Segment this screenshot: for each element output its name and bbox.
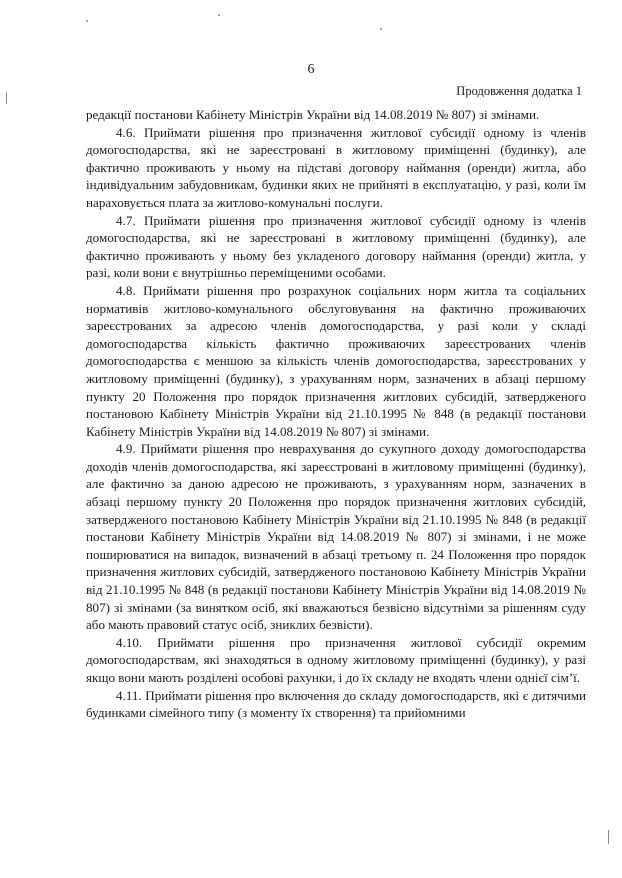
document-body xyxy=(86,106,586,722)
scan-artifact xyxy=(380,28,382,30)
scan-artifact xyxy=(608,830,609,844)
paragraph-4-6: 4.6. Приймати рішення про призначення житлової субсидії одному із членів домогосподарства, які не зареєстровані в житловому приміщенні (будинку), але фактично проживають у ньому на підставі договору наймання (оренди) житла, або індивідуальним забудовникам, будинки яких не прийняті в експлуатацію, у разі, коли їм нараховується плата за житлово-комунальні послуги. xyxy=(86,124,586,210)
paragraph-4-7: 4.7. Приймати рішення про призначення житлової субсидії одному із членів домогосподарства, які не зареєстровані в житловому приміщенні (будинку), але фактично проживають у ньому без укладеного договору наймання (оренди) житла, у разі, коли вони є внутрішньо переміщеними особами. xyxy=(86,212,586,281)
continuation-label: Продовження додатка 1 xyxy=(456,84,582,98)
scan-artifact xyxy=(218,14,220,16)
paragraph-4-10: 4.10. Приймати рішення про призначення житлової субсидії окремим домогосподарствам, які знаходяться в одному житловому приміщенні (будинку), у разі якщо вони мають розділені особові рахунки, і до їх складу не входять члени однієї сім’ї. xyxy=(86,634,586,685)
page-number: 6 xyxy=(307,62,315,77)
paragraph-continued: редакції постанови Кабінету Міністрів України від 14.08.2019 № 807) зі змінами. xyxy=(86,107,540,122)
scan-artifact xyxy=(6,92,7,104)
paragraph-4-9: 4.9. Приймати рішення про неврахування до сукупного доходу домогосподарства доходів членів домогосподарства, які зареєстровані в житловому приміщенні (будинку), але фактично за даною адресою не проживають, з урахуванням норм, зазначених в абзаці першому пункту 20 Положення про порядок призначення житлових субсидій, затвердженого постановою Кабінету Міністрів України від 21.10.1995 № 848 (в редакції постанови Кабінету Міністрів України від 14.08.2019 № 807) зі змінами, і не може поширюватися на випадок, визначений в абзаці третьому п. 24 Положення про порядок призначення житлових субсидій, затвердженого постановою Кабінету Міністрів України від 21.10.1995 № 848 (в редакції постанови Кабінету Міністрів України від 14.08.2019 № 807) зі змінами (за винятком осіб, які вважаються безвісно відсутніми за рішенням суду або мають правовий статус осіб, зниклих безвісти). xyxy=(86,441,586,633)
scan-artifact xyxy=(86,20,88,22)
paragraph-4-8: 4.8. Приймати рішення про розрахунок соціальних норм житла та соціальних нормативів житлово-комунального обслуговування на фактично проживаючих зареєстрованих за адресою членів домогосподарства, у разі коли у складі домогосподарства кількість фактично проживаючих зареєстрованих членів домогосподарства є меншою за кількість членів домогосподарства, зареєстрованих у житловому приміщенні (будинку), з урахуванням норм, зазначених в абзаці першому пункту 20 Положення про порядок призначення житлових субсидій, затвердженого постановою Кабінету Міністрів України від 21.10.1995 № 848 (в редакції постанови Кабінету Міністрів України від 14.08.2019 № 807) зі змінами. xyxy=(86,282,586,439)
paragraph-4-11: 4.11. Приймати рішення про включення до складу домогосподарств, які є дитячими будинками сімейного типу (з моменту їх створення) та прийомними xyxy=(86,687,586,721)
